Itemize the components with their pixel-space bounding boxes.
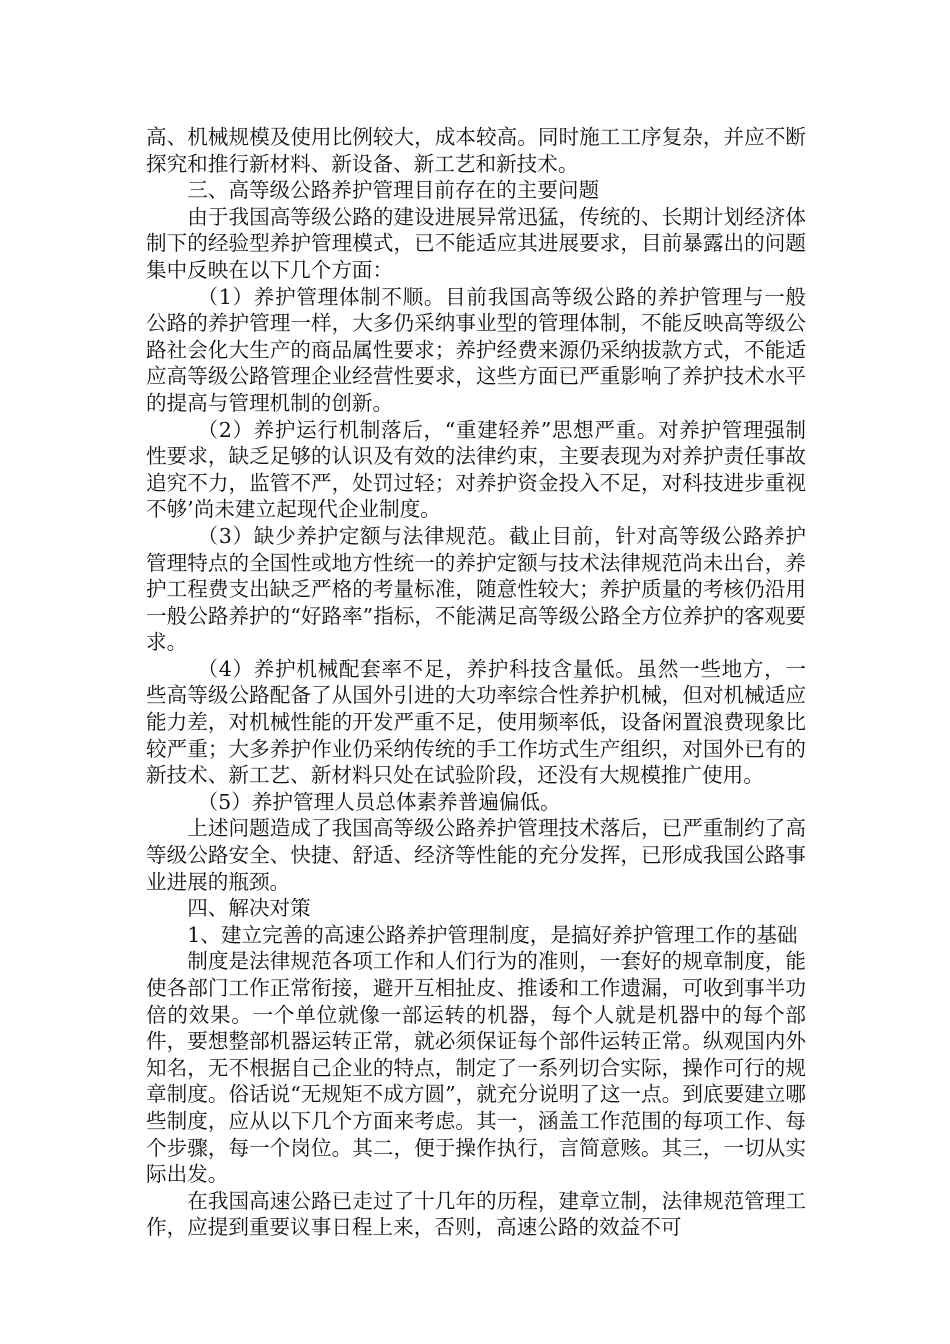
paragraph-rules: 制度是法律规范各项工作和人们行为的准则，一套好的规章制度，能使各部门工作正常衔接，避开互相扯皮、推诿和工作遗漏，可收到事半功倍的效果。一个单位就像一部运转的机器，每个人就是机器中的每个部件，要想整部机器运转正常，就必须保证每个部件运转正常。纵观国内外知名，无不根据自己企业的特点，制定了一系列切合实际，操作可行的规章制度。俗话说“无规矩不成方圆”，就充分说明了这一点。到底要建立哪些制度，应从以下几个方面来考虑。其一，涵盖工作范围的每项工作、每个步骤，每一个岗位。其二，便于操作执行，言简意赅。其三，一切从实际出发。	[146, 949, 806, 1187]
paragraph-summary: 上述问题造成了我国高等级公路养护管理技术落后，已严重制约了高等级公路安全、快捷、舒适、经济等性能的充分发挥，已形成我国公路事业进展的瓶颈。	[146, 816, 806, 894]
paragraph-history: 在我国高速公路已走过了十几年的历程，建章立制，法律规范管理工作，应提到重要议事日程上来，否则，高速公路的效益不可	[146, 1188, 806, 1240]
document-page	[146, 124, 806, 1241]
paragraph-problem-2: （2）养护运行机制落后，“重建轻养”思想严重。对养护管理强制性要求，缺乏足够的认识及有效的法律约束，主要表现为对养护责任事故追究不力，监管不严，处罚过轻；对养护资金投入不足，对科技进步重视不够’尚未建立起现代企业制度。	[146, 417, 806, 522]
paragraph-problem-4: （4）养护机械配套率不足，养护科技含量低。虽然一些地方，一些高等级公路配备了从国外引进的大功率综合性养护机械，但对机械适应能力差，对机械性能的开发严重不足，使用频率低，设备闲置浪费现象比较严重；大多养护作业仍采纳传统的手工作坊式生产组织，对国外已有的新技术、新工艺、新材料只处在试验阶段，还没有大规模推广使用。	[146, 656, 806, 788]
paragraph-problem-3: （3）缺少养护定额与法律规范。截止目前，针对高等级公路养护管理特点的全国性或地方性统一的养护定额与技术法律规范尚未出台，养护工程费支出缺乏严格的考量标准，随意性较大；养护质量的考核仍沿用一般公路养护的“好路率”指标，不能满足高等级公路全方位养护的客观要求。	[146, 523, 806, 655]
paragraph-intro-problems: 由于我国高等级公路的建设进展异常迅猛，传统的、长期计划经济体制下的经验型养护管理模式，已不能适应其进展要求，目前暴露出的问题集中反映在以下几个方面：	[146, 204, 806, 282]
paragraph-problem-1: （1）养护管理体制不顺。目前我国高等级公路的养护管理与一般公路的养护管理一样，大多仍采纳事业型的管理体制，不能反映高等级公路社会化大生产的商品属性要求；养护经费来源仍采纳拔款方式，不能适应高等级公路管理企业经营性要求，这些方面已严重影响了养护技术水平的提高与管理机制的创新。	[146, 284, 806, 415]
subheading-solution-1: 1、建立完善的高速公路养护管理制度，是搞好养护管理工作的基础	[187, 922, 798, 947]
section-heading-solutions: 四、解决对策	[187, 896, 311, 921]
section-heading-problems: 三、高等级公路养护管理目前存在的主要问题	[187, 178, 600, 203]
paragraph-continuation: 高、机械规模及使用比例较大，成本较高。同时施工工序复杂，并应不断探究和推行新材料、新设备、新工艺和新技术。	[146, 125, 806, 176]
paragraph-problem-5: （5）养护管理人员总体素养普遍偏低。	[197, 789, 561, 814]
